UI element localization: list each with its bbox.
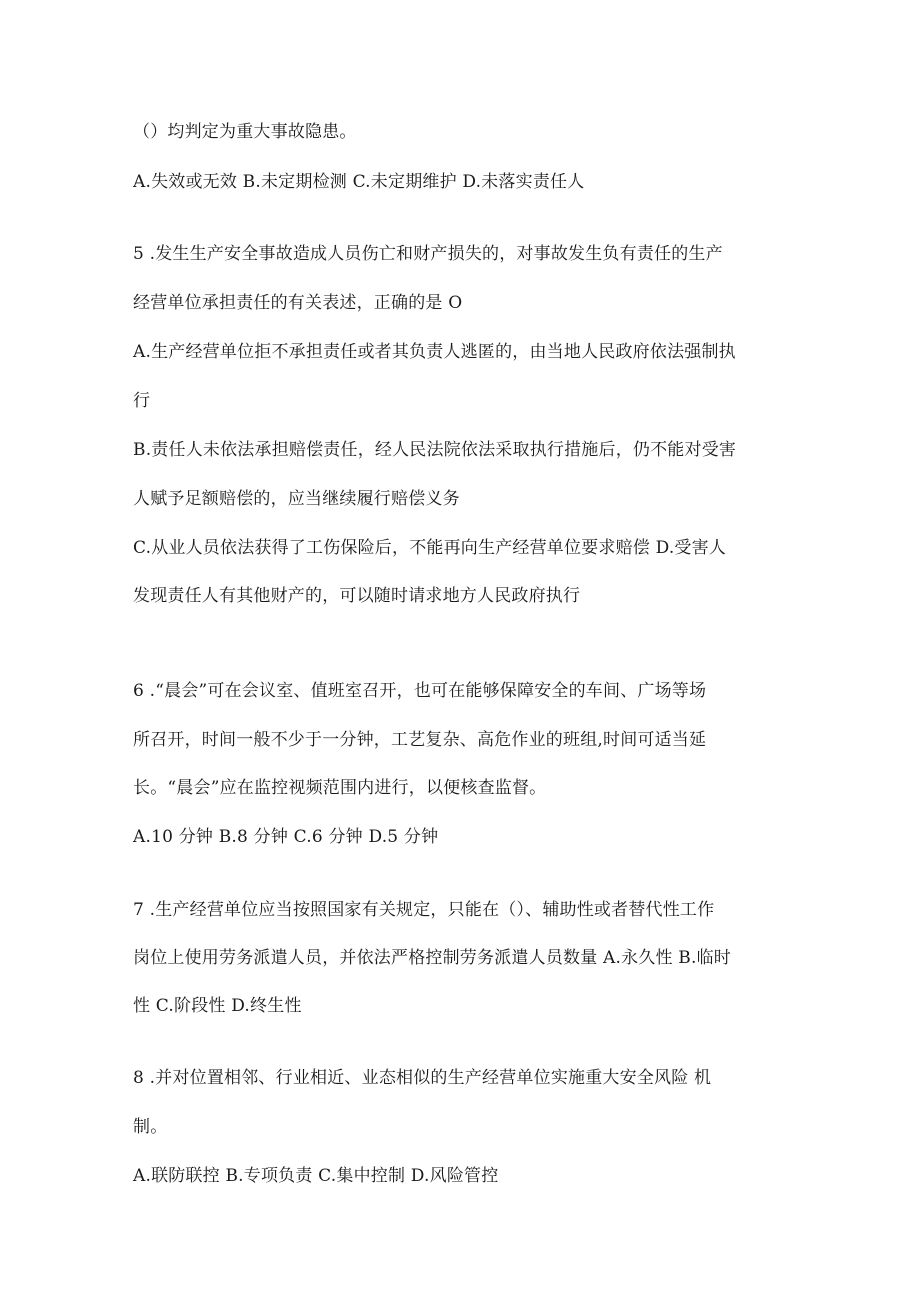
text-line-q8-stem-1: 8 .并对位置相邻、行业相近、业态相似的生产经营单位实施重大安全风险 机 [133,1068,712,1088]
text-line-q5-option-a-2: 行 [133,391,151,411]
text-line-q4-options: A.失效或无效 B.未定期检测 C.未定期维护 D.未落实责任人 [133,172,585,192]
text-line-q8-options: A.联防联控 B.专项负责 C.集中控制 D.风险管控 [133,1166,499,1186]
text-line-q5-stem-2: 经营单位承担责任的有关表述，正确的是 O [133,293,463,313]
text-line-q6-stem-2: 所召开，时间一般不少于一分钟，工艺复杂、高危作业的班组,时间可适当延 [133,730,707,750]
text-line-q5-option-c-d: C.从业人员依法获得了工伤保险后，不能再向生产经营单位要求赔偿 D.受害人 [133,538,727,558]
text-line-q7-stem-2: 岗位上使用劳务派遣人员，并依法严格控制劳务派遣人员数量 A.永久性 B.临时 [133,948,731,968]
text-line-q6-stem-1: 6 .“晨会”可在会议室、值班室召开，也可在能够保障安全的车间、广场等场 [133,681,707,701]
text-line-q6-options: A.10 分钟 B.8 分钟 C.6 分钟 D.5 分钟 [133,827,439,847]
text-line-q7-stem-1: 7 .生产经营单位应当按照国家有关规定，只能在（）、辅助性或者替代性工作 [133,900,715,920]
text-line-q7-options: 性 C.阶段性 D.终生性 [133,996,302,1016]
text-line-q5-option-d-2: 发现责任人有其他财产的，可以随时请求地方人民政府执行 [133,586,581,606]
text-line-q5-stem-1: 5 .发生生产安全事故造成人员伤亡和财产损失的，对事故发生负有责任的生产 [133,244,723,264]
text-line-q5-option-b-1: B.责任人未依法承担赔偿责任，经人民法院依法采取执行措施后，仍不能对受害 [133,440,737,460]
text-line-q5-option-b-2: 人赋予足额赔偿的，应当继续履行赔偿义务 [133,489,460,509]
text-line-q8-stem-2: 制。 [133,1117,168,1137]
text-line-q5-option-a-1: A.生产经营单位拒不承担责任或者其负责人逃匿的，由当地人民政府依法强制执 [133,342,736,362]
text-line-q6-stem-3: 长。“晨会”应在监控视频范围内进行，以便核查监督。 [133,778,547,798]
text-line-q4-stem: （）均判定为重大事故隐患。 [133,122,357,142]
